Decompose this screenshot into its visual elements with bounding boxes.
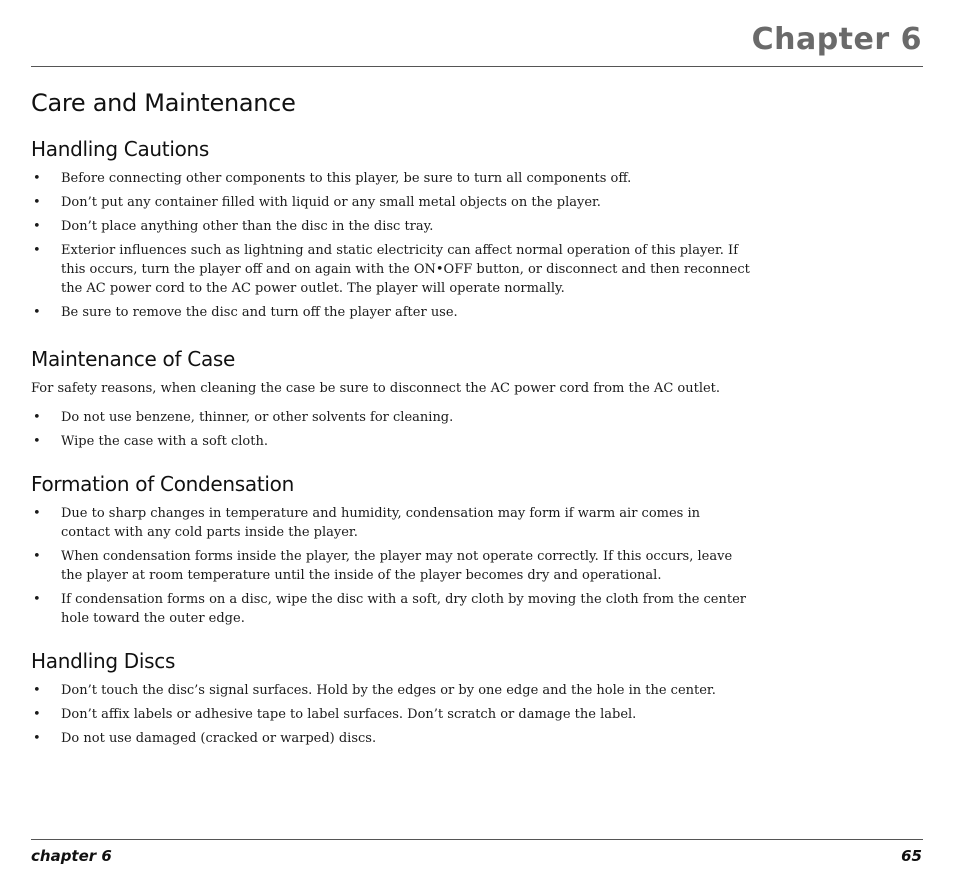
bullet-icon: •: [33, 707, 41, 722]
section-handling-cautions: [31, 136, 751, 322]
list-item: [31, 217, 751, 236]
bullet-icon: •: [33, 683, 41, 698]
bullet-list: [31, 681, 751, 748]
list-item-text: Exterior influences such as lightning and static electricity can affect normal operation of this player. If this occurs, turn the player off and on again with the ON•OFF button, or disconnect and then reconnect the AC power cord to the AC power outlet. The player will operate normally.: [61, 243, 750, 296]
list-item: [31, 408, 751, 427]
footer-page-number: 65: [901, 847, 922, 865]
bullet-list: [31, 408, 751, 451]
bullet-icon: •: [33, 243, 41, 258]
list-item: [31, 729, 751, 748]
list-item-text: Do not use benzene, thinner, or other solvents for cleaning.: [61, 410, 454, 425]
section-heading: Formation of Condensation: [31, 472, 294, 496]
section-heading: Handling Cautions: [31, 137, 210, 161]
section-maintenance-of-case: [31, 346, 751, 451]
bullet-list: [31, 169, 751, 322]
list-item-text: Don’t affix labels or adhesive tape to label surfaces. Don’t scratch or damage the label.: [61, 707, 637, 722]
list-item: [31, 504, 751, 542]
bullet-icon: •: [33, 731, 41, 746]
section-heading: Handling Discs: [31, 649, 176, 673]
bullet-icon: •: [33, 506, 41, 521]
header-rule: [31, 66, 923, 67]
list-item-text: Due to sharp changes in temperature and humidity, condensation may form if warm air comes in contact with any cold parts inside the player.: [61, 506, 701, 540]
bullet-icon: •: [33, 549, 41, 564]
list-item: [31, 705, 751, 724]
chapter-title: Chapter 6: [751, 22, 922, 57]
bullet-icon: •: [33, 195, 41, 210]
section-formation-of-condensation: [31, 471, 751, 628]
footer-chapter-label: chapter 6: [31, 847, 112, 865]
list-item-text: Be sure to remove the disc and turn off the player after use.: [61, 305, 458, 320]
bullet-icon: •: [33, 434, 41, 449]
bullet-icon: •: [33, 305, 41, 320]
section-handling-discs: [31, 648, 751, 748]
list-item: [31, 590, 751, 628]
list-item-text: Do not use damaged (cracked or warped) discs.: [61, 731, 377, 746]
bullet-icon: •: [33, 219, 41, 234]
list-item-text: Before connecting other components to this player, be sure to turn all components off.: [61, 171, 632, 186]
bullet-icon: •: [33, 171, 41, 186]
list-item-text: Don’t touch the disc’s signal surfaces. Hold by the edges or by one edge and the hole in the center.: [61, 683, 716, 698]
bullet-list: [31, 504, 751, 628]
list-item: [31, 303, 751, 322]
list-item: [31, 432, 751, 451]
list-item-text: Don’t put any container filled with liquid or any small metal objects on the player.: [61, 195, 601, 210]
list-item-text: If condensation forms on a disc, wipe the disc with a soft, dry cloth by moving the cloth from the center hole toward the outer edge.: [61, 592, 747, 626]
footer-rule: [31, 839, 923, 840]
page-title: Care and Maintenance: [31, 89, 296, 117]
list-item: [31, 681, 751, 700]
bullet-icon: •: [33, 592, 41, 607]
list-item: [31, 193, 751, 212]
list-item-text: Don’t place anything other than the disc in the disc tray.: [61, 219, 434, 234]
list-item: [31, 547, 751, 585]
list-item-text: When condensation forms inside the player, the player may not operate correctly. If this occurs, leave the player at room temperature until the inside of the player becomes dry and operational.: [61, 549, 733, 583]
section-heading: Maintenance of Case: [31, 347, 236, 371]
list-item: [31, 169, 751, 188]
section-intro: For safety reasons, when cleaning the case be sure to disconnect the AC power cord from the AC outlet.: [31, 381, 721, 396]
list-item: [31, 241, 751, 298]
list-item-text: Wipe the case with a soft cloth.: [61, 434, 268, 449]
page-content: [31, 86, 751, 766]
bullet-icon: •: [33, 410, 41, 425]
